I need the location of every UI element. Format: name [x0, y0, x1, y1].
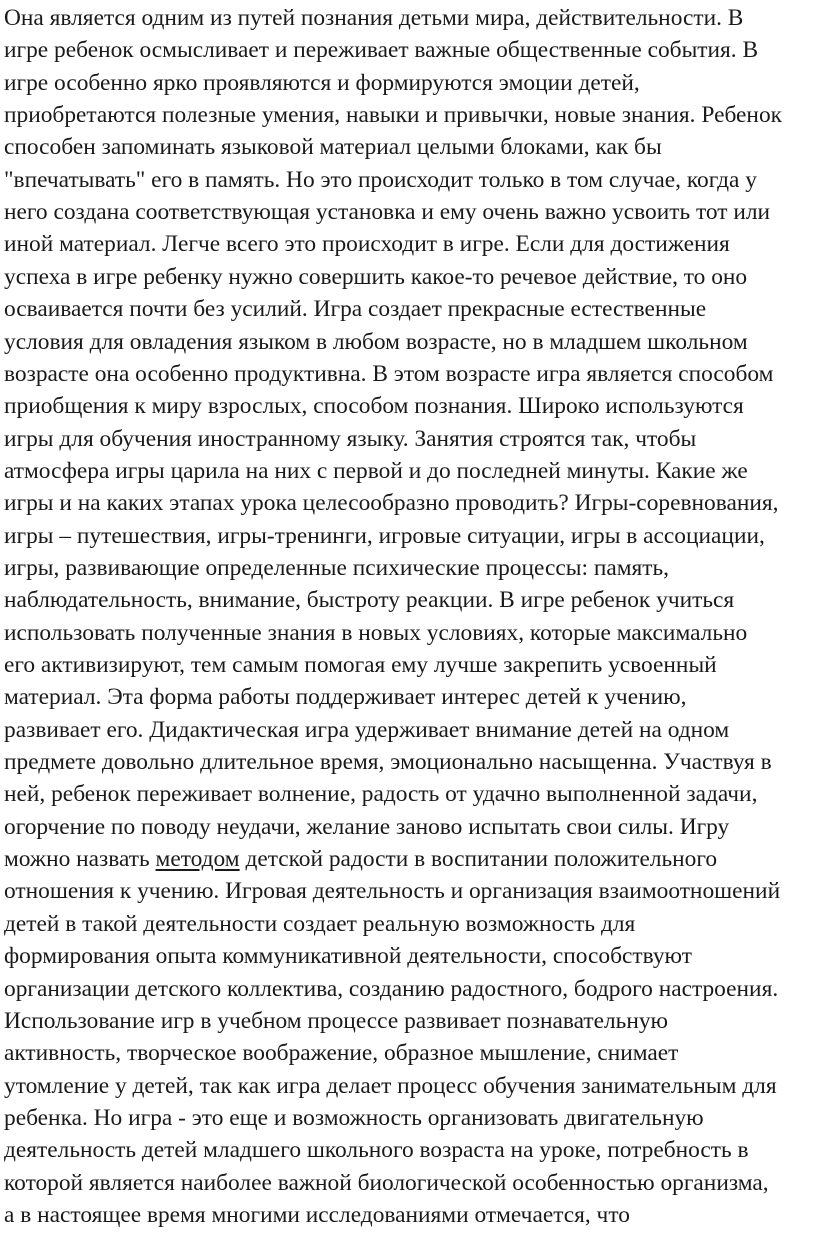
line-text-before-link: можно назвать [4, 846, 156, 873]
text-line: него создана соответствующая установка и ему очень важно усвоить тот или [4, 199, 771, 226]
text-line: деятельность детей младшего школьного возраста на уроке, потребность в [4, 1137, 749, 1164]
line-text-after-link: детской радости в воспитании положительного [239, 846, 718, 873]
text-line: игре ребенок осмысливает и переживает важные общественные события. В [4, 37, 759, 64]
text-line: игре особенно ярко проявляются и формируются эмоции детей, [4, 69, 640, 96]
document-page [4, 0, 816, 1247]
text-line: возрасте она особенно продуктивна. В этом возрасте игра является способом [4, 360, 774, 387]
text-line: формирования опыта коммуникативной деятельности, способствуют [4, 943, 692, 970]
text-line: ребенка. Но игра - это еще и возможность организовать двигательную [4, 1104, 704, 1131]
text-line: материал. Эта форма работы поддерживает интерес детей к учению, [4, 684, 687, 711]
text-line: Она является одним из путей познания детьми мира, действительности. В [4, 5, 744, 31]
text-line: организации детского коллектива, созданию радостного, бодрого настроения. [4, 975, 779, 1002]
text-line: Использование игр в учебном процессе развивает познавательную [4, 1007, 669, 1034]
text-line: приобретаются полезные умения, навыки и привычки, новые знания. Ребенок [4, 102, 783, 129]
text-line [4, 843, 717, 875]
text-line: осваивается почти без усилий. Игра создает прекрасные естественные [4, 296, 707, 323]
text-line: способен запоминать языковой материал целыми блоками, как бы [4, 134, 662, 161]
text-line: а в настоящее время многими исследованиями отмечается, что [4, 1201, 630, 1228]
text-line: которой является наиболее важной биологической особенностью организма, [4, 1169, 769, 1196]
text-line: "впечатывать" его в память. Но это происходит только в том случае, когда у [4, 166, 757, 193]
text-line: игры и на каких этапах урока целесообразно проводить? Игры-соревнования, [4, 490, 779, 517]
text-line: ней, ребенок переживает волнение, радость от удачно выполненной задачи, [4, 781, 758, 808]
text-line: активность, творческое воображение, образное мышление, снимает [4, 1040, 679, 1067]
text-line: иной материал. Легче всего это происходит в игре. Если для достижения [4, 231, 730, 258]
text-line: условия для овладения языком в любом возрасте, но в младшем школьном [4, 328, 748, 355]
text-line: огорчение по поводу неудачи, желание заново испытать свои силы. Игру [4, 813, 730, 840]
text-line: атмосфера игры царила на них с первой и до последней минуты. Какие же [4, 457, 748, 484]
text-line: успеха в игре ребенку нужно совершить какое-то речевое действие, то оно [4, 263, 748, 290]
text-line: наблюдательность, внимание, быстроту реакции. В игре ребенок учиться [4, 587, 735, 614]
text-line: его активизируют, тем самым помогая ему лучше закрепить усвоенный [4, 652, 717, 678]
text-line: утомление у детей, так как игра делает процесс обучения занимательным для [4, 1072, 777, 1099]
text-line: приобщения к миру взрослых, способом познания. Широко используются [4, 393, 744, 420]
text-line: игры – путешествия, игры-тренинги, игровые ситуации, игры в ассоциации, [4, 522, 765, 549]
text-line: отношения к учению. Игровая деятельность и организация взаимоотношений [4, 878, 781, 905]
text-line: игры для обучения иностранному языку. Занятия строятся так, чтобы [4, 425, 697, 452]
text-line: игры, развивающие определенные психические процессы: память, [4, 554, 670, 581]
method-link[interactable]: методом [155, 846, 240, 873]
text-line: использовать полученные знания в новых условиях, которые максимально [4, 619, 748, 646]
text-line: предмете довольно длительное время, эмоционально насыщенна. Участвуя в [4, 749, 772, 776]
text-line: детей в такой деятельности создает реальную возможность для [4, 910, 636, 937]
text-line: развивает его. Дидактическая игра удерживает внимание детей на одном [4, 716, 730, 743]
